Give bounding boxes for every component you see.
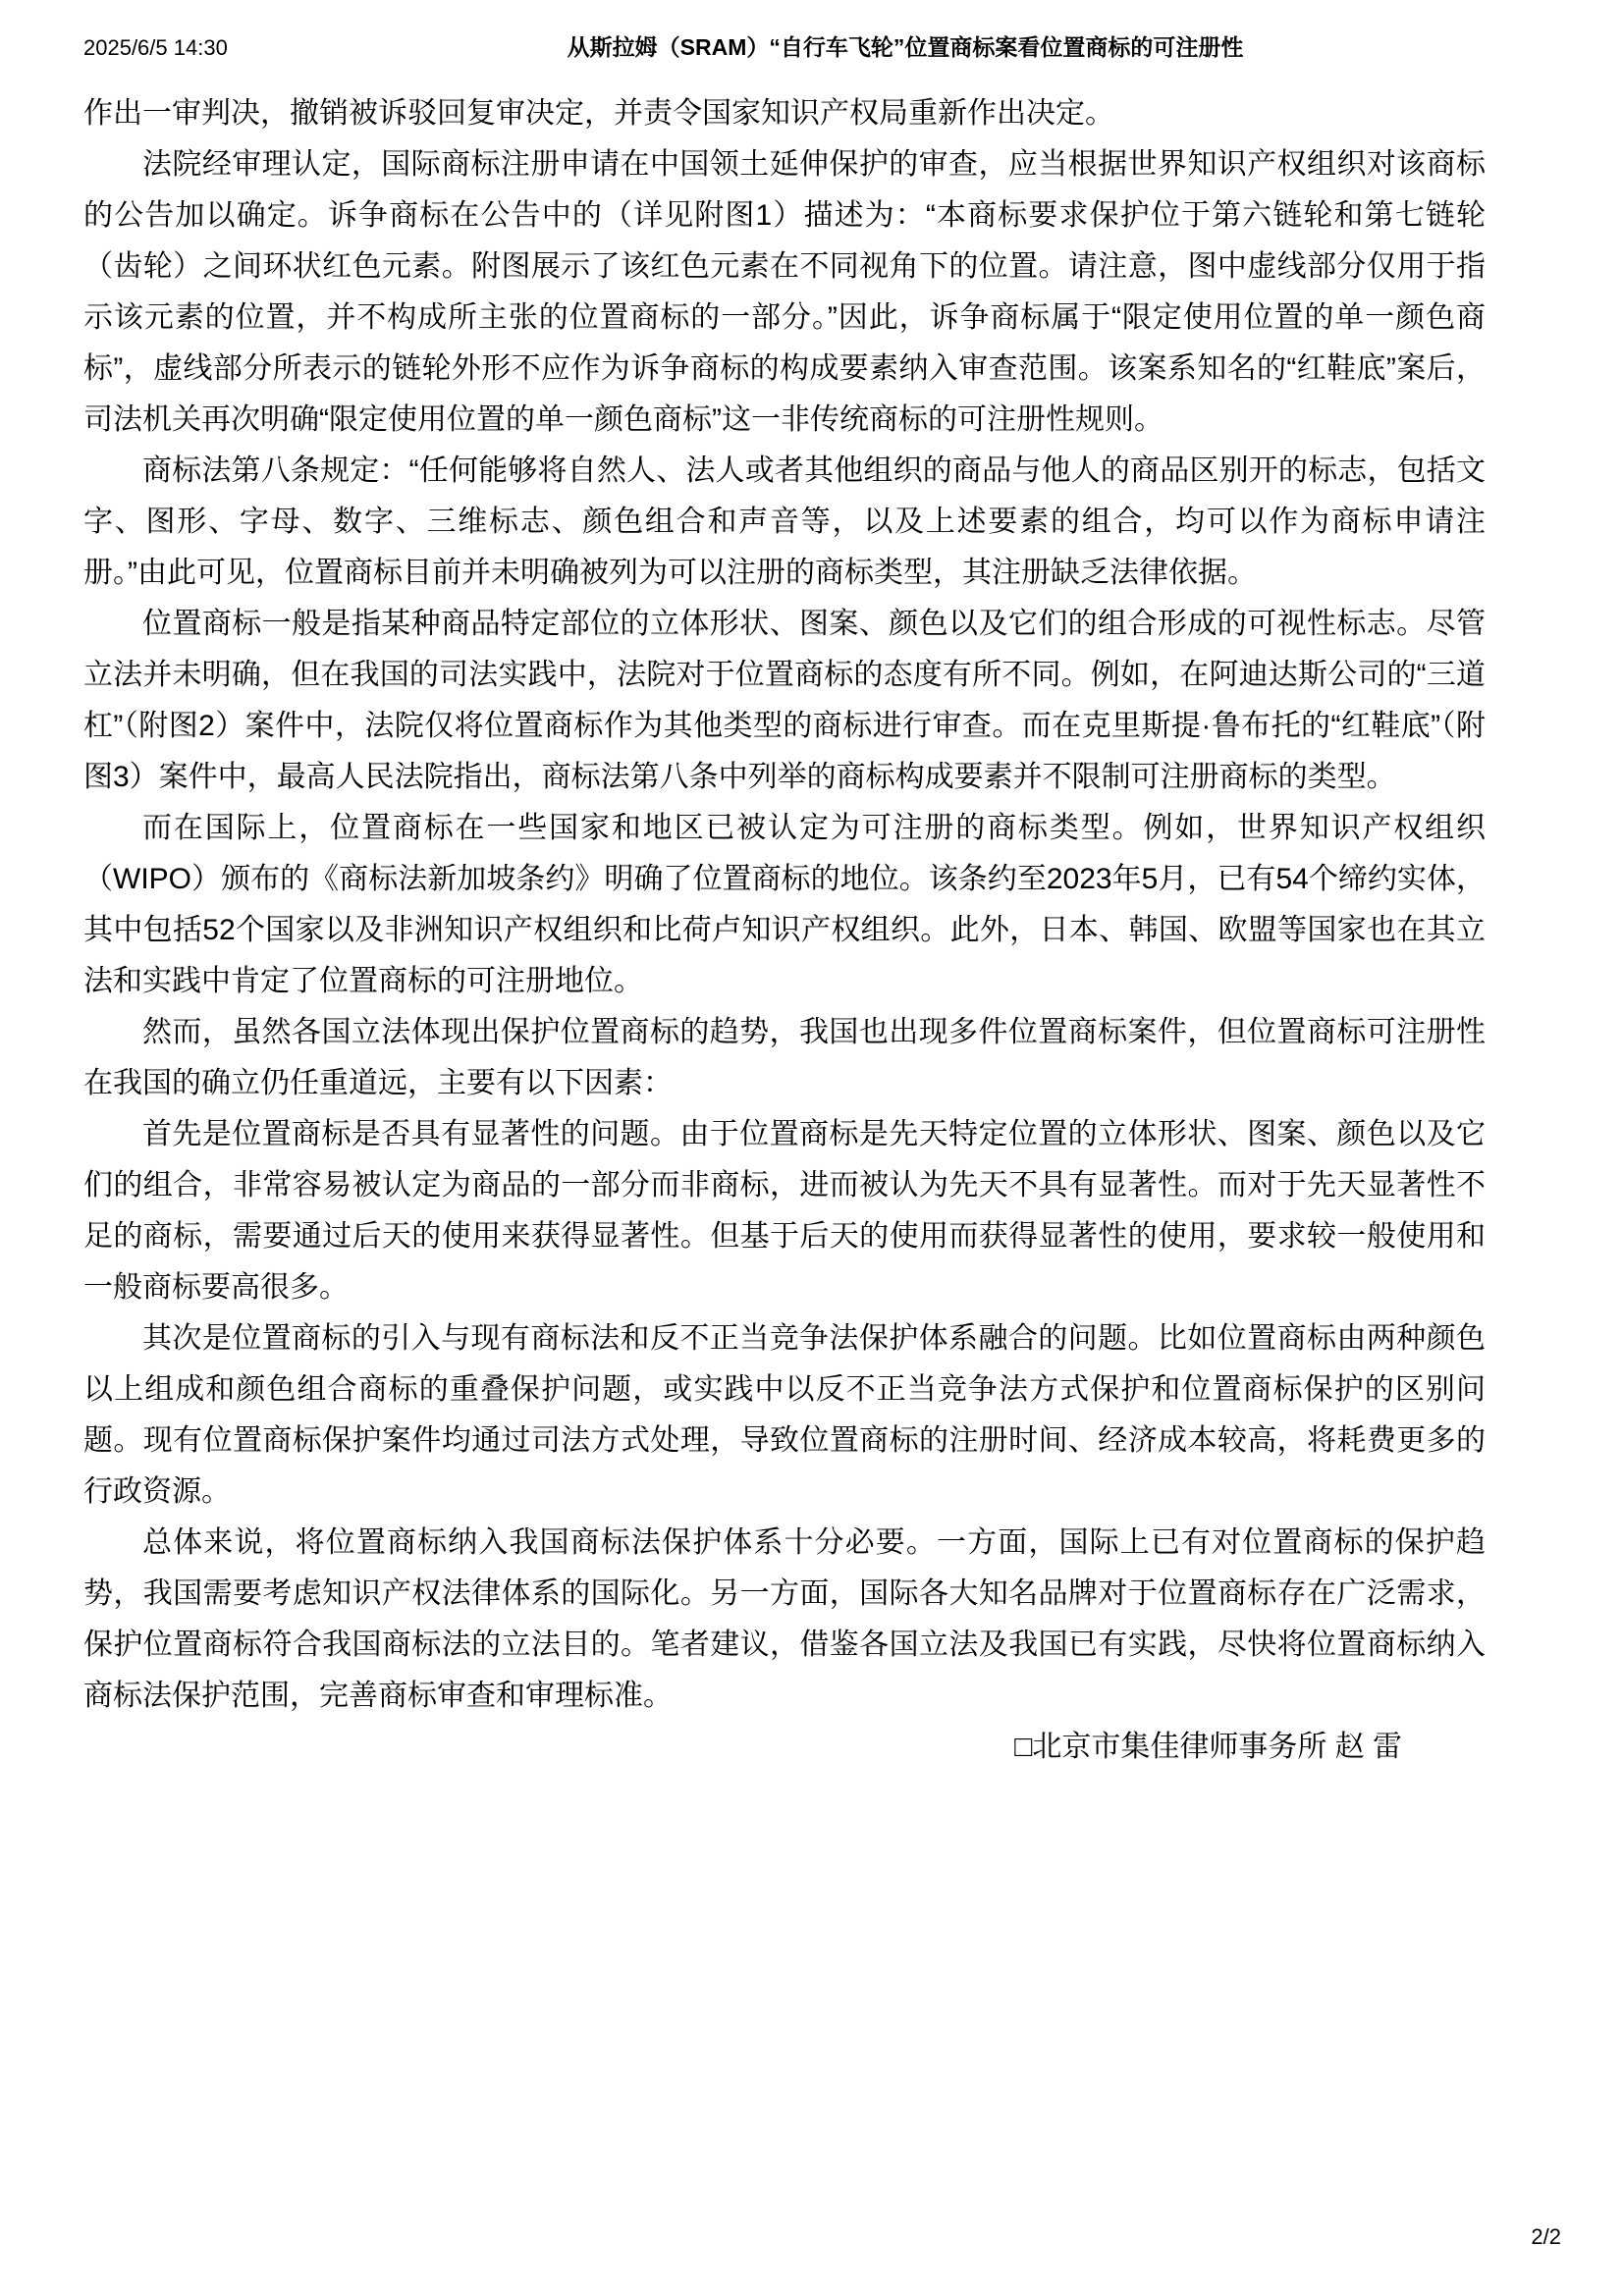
paragraph: 位置商标一般是指某种商品特定部位的立体形状、图案、颜色以及它们的组合形成的可视性标志。尽管立法并未明确，但在我国的司法实践中，法院对于位置商标的态度有所不同。例如，在阿迪达斯公司的“三道杠”（附图2）案件中，法院仅将位置商标作为其他类型的商标进行审查。而在克里斯提·鲁布托的“红鞋底”（附图3）案件中，最高人民法院指出，商标法第八条中列举的商标构成要素并不限制可注册商标的类型。 [83, 608, 1486, 793]
print-footer-page-number: 2/2 [1531, 2224, 1561, 2249]
article-body [83, 88, 1486, 1773]
paragraph: 商标法第八条规定：“任何能够将自然人、法人或者其他组织的商品与他人的商品区别开的标志，包括文字、图形、字母、数字、三维标志、颜色组合和声音等，以及上述要素的组合，均可以作为商标申请注册。”由此可见，位置商标目前并未明确被列为可以注册的商标类型，其注册缺乏法律依据。 [83, 454, 1486, 589]
paragraph: 然而，虽然各国立法体现出保护位置商标的趋势，我国也出现多件位置商标案件，但位置商标可注册性在我国的确立仍任重道远，主要有以下因素： [83, 1016, 1486, 1099]
paragraph: 而在国际上，位置商标在一些国家和地区已被认定为可注册的商标类型。例如，世界知识产权组织（WIPO）颁布的《商标法新加坡条约》明确了位置商标的地位。该条约至2023年5月，已有54个缔约实体，其中包括52个国家以及非洲知识产权组织和比荷卢知识产权组织。此外，日本、韩国、欧盟等国家也在其立法和实践中肯定了位置商标的可注册地位。 [83, 812, 1486, 997]
paragraph: 作出一审判决，撤销被诉驳回复审决定，并责令国家知识产权局重新作出决定。 [83, 97, 1114, 130]
paragraph: 总体来说，将位置商标纳入我国商标法保护体系十分必要。一方面，国际上已有对位置商标的保护趋势，我国需要考虑知识产权法律体系的国际化。另一方面，国际各大知名品牌对于位置商标存在广泛需求，保护位置商标符合我国商标法的立法目的。笔者建议，借鉴各国立法及我国已有实践，尽快将位置商标纳入商标法保护范围，完善商标审查和审理标准。 [83, 1526, 1486, 1712]
paragraph: 法院经审理认定，国际商标注册申请在中国领土延伸保护的审查，应当根据世界知识产权组织对该商标的公告加以确定。诉争商标在公告中的（详见附图1）描述为：“本商标要求保护位于第六链轮和第七链轮（齿轮）之间环状红色元素。附图展示了该红色元素在不同视角下的位置。请注意，图中虚线部分仅用于指示该元素的位置，并不构成所主张的位置商标的一部分。”因此，诉争商标属于“限定使用位置的单一颜色商标”，虚线部分所表示的链轮外形不应作为诉争商标的构成要素纳入审查范围。该案系知名的“红鞋底”案后，司法机关再次明确“限定使用位置的单一颜色商标”这一非传统商标的可注册性规则。 [83, 148, 1486, 436]
author-signature: □北京市集佳律师事务所 赵 雷 [1014, 1731, 1402, 1763]
print-header-datetime: 2025/6/5 14:30 [83, 35, 228, 60]
print-header-document-title: 从斯拉姆（SRAM）“自行车飞轮”位置商标案看位置商标的可注册性 [567, 34, 1244, 60]
paragraph: 首先是位置商标是否具有显著性的问题。由于位置商标是先天特定位置的立体形状、图案、颜色以及它们的组合，非常容易被认定为商品的一部分而非商标，进而被认为先天不具有显著性。而对于先天显著性不足的商标，需要通过后天的使用来获得显著性。但基于后天的使用而获得显著性的使用，要求较一般使用和一般商标要高很多。 [83, 1118, 1486, 1304]
paragraph: 其次是位置商标的引入与现有商标法和反不正当竞争法保护体系融合的问题。比如位置商标由两种颜色以上组成和颜色组合商标的重叠保护问题，或实践中以反不正当竞争法方式保护和位置商标保护的区别问题。现有位置商标保护案件均通过司法方式处理，导致位置商标的注册时间、经济成本较高，将耗费更多的行政资源。 [83, 1322, 1486, 1508]
